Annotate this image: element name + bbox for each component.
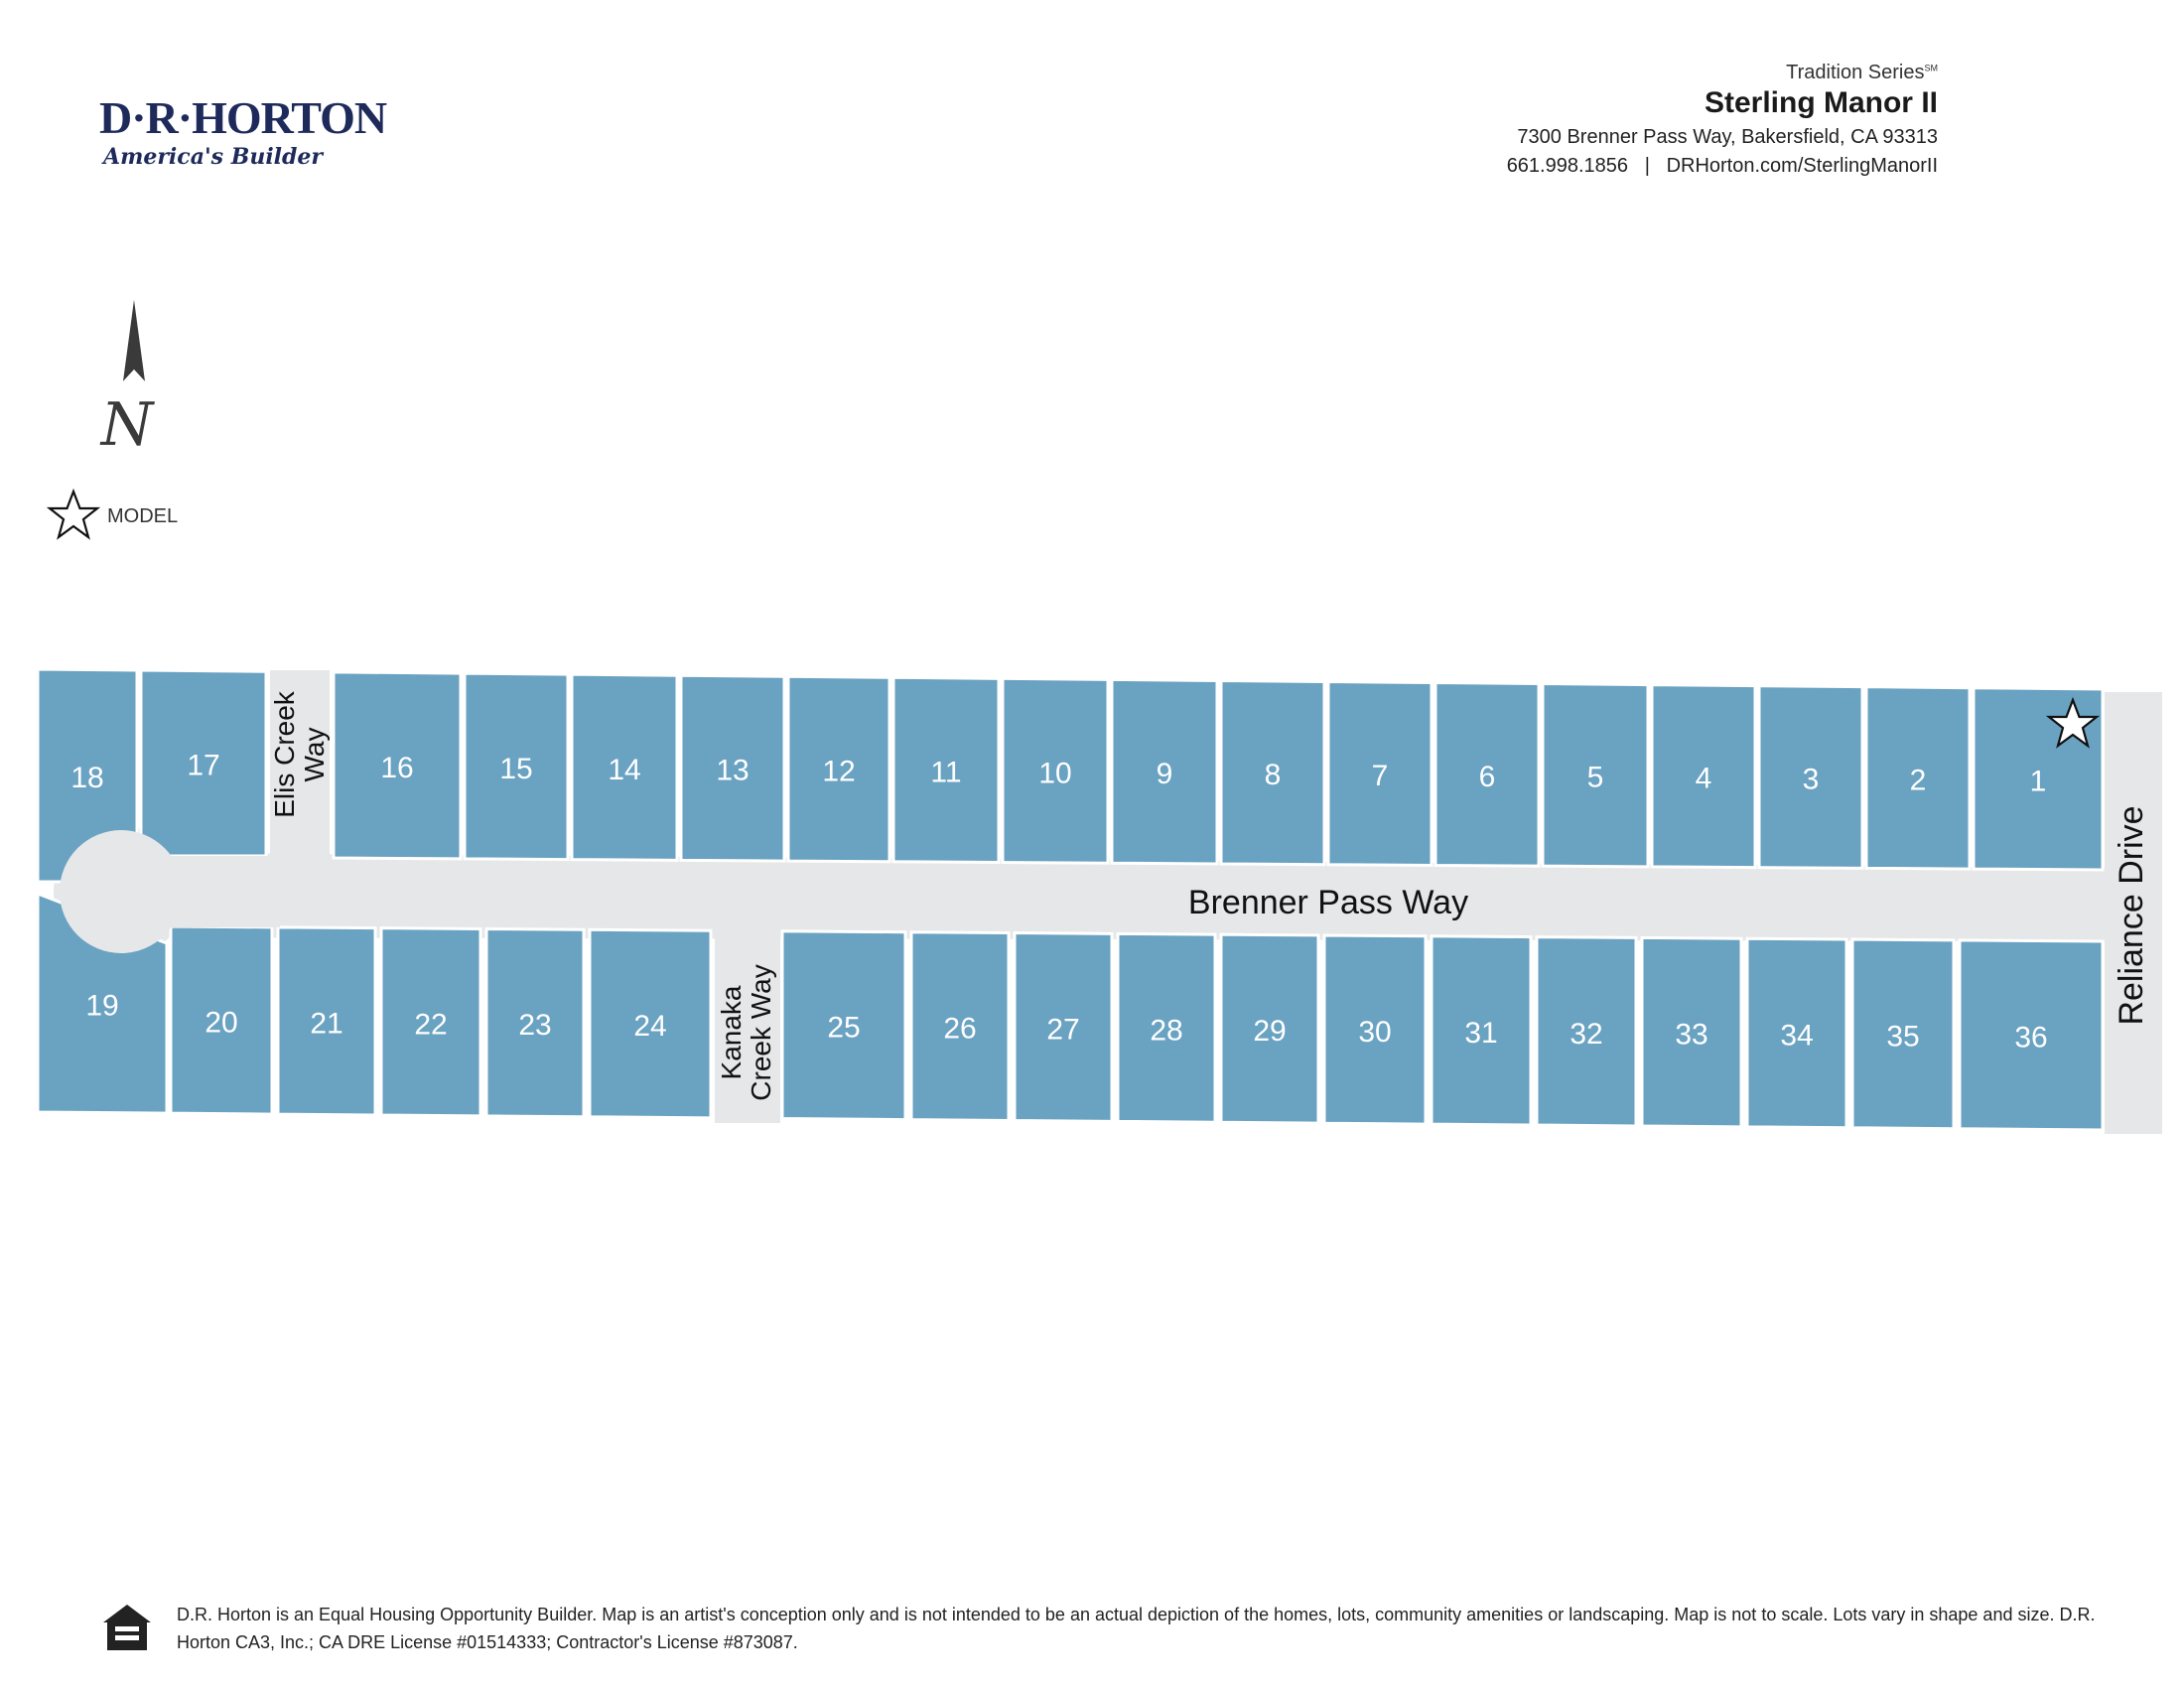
community-address: 7300 Brenner Pass Way, Bakersfield, CA 93313	[1517, 126, 1938, 148]
lot-number-label: 9	[1156, 758, 1173, 791]
community-contact: 661.998.1856 | DRHorton.com/SterlingManorII	[1506, 155, 1938, 177]
lot-number-label: 25	[827, 1011, 861, 1045]
lot-number-label: 4	[1695, 762, 1712, 795]
lot-number-label: 30	[1358, 1016, 1392, 1050]
lot-number-label: 10	[1038, 757, 1072, 790]
equal-housing-icon	[99, 1601, 155, 1656]
lot-number-label: 28	[1150, 1014, 1183, 1048]
lot-number-label: 29	[1253, 1015, 1287, 1049]
lot-number-label: 35	[1886, 1020, 1920, 1054]
lot-number-label: 17	[187, 749, 220, 782]
lot-number-label: 7	[1371, 759, 1389, 792]
lot-number-label: 31	[1464, 1016, 1498, 1050]
community-name: Sterling Manor II	[1704, 86, 1938, 119]
brand-name: D·R·HORTON	[99, 92, 387, 143]
lot-number-label: 22	[414, 1008, 448, 1042]
lot-number-label: 8	[1264, 759, 1282, 792]
cul-de-sac-neck	[121, 856, 280, 927]
street-label-kanaka-1: Kanaka	[716, 985, 747, 1080]
street-label-elis-1: Elis Creek	[269, 691, 300, 818]
lot-number-label: 2	[1909, 764, 1927, 797]
lot-number-label: 16	[380, 751, 414, 784]
lot-number-label: 12	[822, 755, 856, 788]
model-label: MODEL	[107, 504, 179, 527]
lot-number-label: 1	[2029, 765, 2047, 798]
street-label-brenner: Brenner Pass Way	[1187, 884, 1469, 921]
lot-number-label: 36	[2014, 1021, 2048, 1055]
lot-number-label: 14	[608, 753, 641, 786]
lot-number-label: 15	[499, 752, 533, 785]
lot-number-label: 11	[930, 756, 962, 789]
lot-number-label: 5	[1586, 761, 1604, 794]
street-label-kanaka-2: Creek Way	[746, 964, 776, 1101]
lot-number-label: 21	[310, 1007, 343, 1041]
disclaimer-text: D.R. Horton is an Equal Housing Opportunity Builder. Map is an artist's conception only and is not intended to be an actual depiction of the homes, lots, community amenities or landscaping. Map is not to scale. Lots vary in shape and size. D.R. Horton CA3, Inc.; CA DRE License #01514333; Contractor's License #873087.	[177, 1605, 2096, 1652]
lot-number-label: 34	[1780, 1019, 1814, 1053]
brand-tagline: America's Builder	[103, 144, 323, 170]
series-label: Tradition Series℠	[1786, 62, 1938, 83]
lot-number-label: 20	[205, 1006, 238, 1040]
street-label-elis-2: Way	[299, 727, 330, 782]
lot-number-label: 23	[518, 1009, 552, 1043]
lot-number-label: 27	[1046, 1013, 1080, 1047]
lot-number-label: 6	[1478, 760, 1496, 793]
lot-number-label: 18	[70, 762, 104, 794]
lot-number-label: 13	[716, 754, 750, 787]
lot-number-label: 24	[633, 1010, 667, 1044]
lot-number-label: 26	[943, 1012, 977, 1046]
street-label-reliance: Reliance Drive	[2113, 805, 2150, 1026]
north-letter: N	[100, 390, 154, 457]
footer	[99, 1601, 2105, 1656]
lot-number-label: 33	[1675, 1018, 1708, 1052]
lot-number-label: 3	[1802, 763, 1820, 796]
lot-number-label: 32	[1570, 1017, 1603, 1051]
lot-number-label: 19	[85, 989, 119, 1023]
